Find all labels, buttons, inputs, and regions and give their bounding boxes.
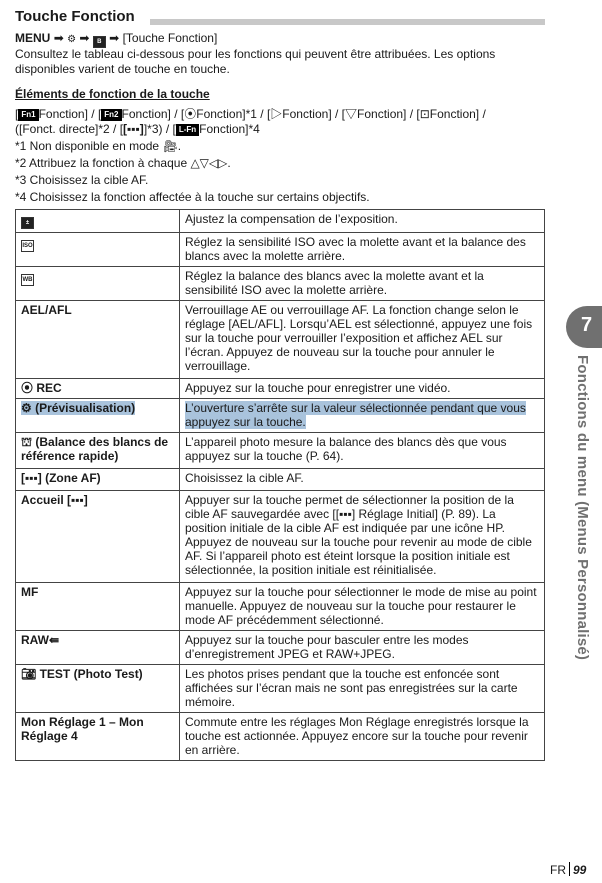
table-row <box>16 233 545 267</box>
tab-b-icon: B <box>93 36 106 48</box>
table-key-cell: 📷︎ TEST (Photo Test) <box>16 665 180 713</box>
rec-icon: ⦿ <box>21 381 34 395</box>
table-row <box>16 713 545 761</box>
down-arrow-icon: ▽ <box>345 107 358 121</box>
section-heading: Éléments de fonction de la touche <box>15 87 210 101</box>
menu-target: [Touche Fonction] <box>122 31 218 45</box>
fn1-icon: Fn1 <box>18 109 38 121</box>
menu-label: MENU <box>15 31 51 45</box>
table-desc-cell: L’appareil photo mesure la balance des blancs dès que vous appuyez sur la touche (P. 64). <box>180 433 545 469</box>
table-key-cell: ⛫ (Balance des blancs de référence rapide) <box>16 433 180 469</box>
right-label: Fonction] / [ <box>282 107 345 121</box>
table-key-cell: AEL/AFL <box>16 301 180 379</box>
rec-label: Fonction]*1 / [ <box>196 107 271 121</box>
rec-icon: ⦿ <box>184 107 197 121</box>
table-row <box>16 433 545 469</box>
table-desc-cell: Réglez la balance des blancs avec la molette avant et la sensibilité ISO avec la molette arrière. <box>180 267 545 301</box>
note-2: *2 Attribuez la fonction à chaque △▽◁▷. <box>15 156 231 170</box>
table-key-cell: Accueil [▪▪▪] <box>16 491 180 583</box>
table-key-cell: RAW⇚ <box>16 631 180 665</box>
af-target-icon: [▪▪▪] <box>123 122 144 136</box>
table-desc-cell: Les photos prises pendant que la touche est enfoncée sont affichées sur l’écran mais ne sont pas enregistrées sur la carte mémoire. <box>180 665 545 713</box>
table-row <box>16 583 545 631</box>
right-arrow-icon: ▷ <box>270 107 283 121</box>
table-key-cell: [▪▪▪] (Zone AF) <box>16 469 180 491</box>
table-row <box>16 399 545 433</box>
exposure-comp-icon: ± <box>21 217 34 229</box>
table-desc-cell: Commute entre les réglages Mon Réglage enregistrés lorsque la touche est actionnée. Appuyez encore sur la touche pour revenir en arrière. <box>180 713 545 761</box>
af-target-icon: [▪▪▪] <box>21 471 42 485</box>
fn2-label: Fonction] / [ <box>121 107 185 121</box>
table-desc-cell: Ajustez la compensation de l’exposition. <box>180 210 545 233</box>
chapter-number: 7 <box>581 314 593 336</box>
table-key-cell <box>16 267 180 301</box>
table-desc-cell: Verrouillage AE ou verrouillage AF. La fonction change selon le réglage [AEL/AFL]. Lorsqu’AEL est sélectionné, appuyez une fois sur la touche pour verrouiller l’exposition et affichez AEL sur l’écran. Appuyez de nouveau sur la touche pour annuler le verrouillage. <box>180 301 545 379</box>
table-key-cell: ⦿ REC <box>16 379 180 399</box>
table-desc-cell: L’ouverture s’arrête sur la valeur sélectionnée pendant que vous appuyez sur la touche. <box>180 399 545 433</box>
note-1: *1 Non disponible en mode 🎥︎. <box>15 139 182 153</box>
chapter-label: Fonctions du menu (Menus Personnalisé) <box>574 355 591 661</box>
table-key-cell <box>16 233 180 267</box>
lfn-icon: L-Fn <box>176 124 199 136</box>
custom-menu-icon: ⚙ <box>67 34 77 45</box>
function-table <box>15 209 545 761</box>
arrow-icon: ➡ <box>109 31 120 45</box>
page-footer <box>550 862 586 877</box>
table-row <box>16 491 545 583</box>
footer-separator <box>569 862 570 876</box>
table-row <box>16 379 545 399</box>
arrow-icon: ➡ <box>79 31 90 45</box>
af-target-icon: [▪▪▪] <box>67 493 88 507</box>
movie-icon: 🎥︎ <box>162 139 178 153</box>
arrow-icon: ➡ <box>53 31 64 45</box>
table-key-cell: MF <box>16 583 180 631</box>
title-rule <box>150 19 545 25</box>
intro-text: Consultez le tableau ci-dessous pour les fonctions qui peuvent être attribuées. Les options disponibles varient de touche en touche. <box>15 47 496 76</box>
preview-icon: ⚙ <box>21 401 32 415</box>
table-desc-cell: Appuyez sur la touche pour enregistrer une vidéo. <box>180 379 545 399</box>
table-desc-cell: Réglez la sensibilité ISO avec la molette avant et la balance des blancs avec la molette arrière. <box>180 233 545 267</box>
page-number: 99 <box>573 863 587 877</box>
table-row <box>16 210 545 233</box>
table-row <box>16 665 545 713</box>
note-4: *4 Choisissez la fonction affectée à la touche sur certains objectifs. <box>15 190 370 204</box>
table-row <box>16 469 545 491</box>
iso-wb-icon: ISO <box>21 240 34 252</box>
table-key-cell: Mon Réglage 1 – Mon Réglage 4 <box>16 713 180 761</box>
magnify-icon: ⊡ <box>419 107 430 121</box>
fn1-label: Fonction] / [ <box>38 107 102 121</box>
magnify-label: Fonction] / <box>429 107 486 121</box>
menu-path <box>15 31 217 48</box>
af-label: ]*3) / [ <box>143 122 176 136</box>
table-row <box>16 267 545 301</box>
raw-icon: ⇚ <box>49 633 60 647</box>
table-key-cell <box>16 210 180 233</box>
function-list: [ Fn1 Fonction] / [ Fn2 Fonction] / [⦿Fonction]*1 / [▷Fonction] / [▽Fonction] / [⊡Fonction] / ([Fonct. directe]*2 / [[▪▪▪]]*3) / [ L-Fn Fonction]*4 <box>15 107 486 136</box>
lfn-label: Fonction]*4 <box>199 122 260 136</box>
note-3: *3 Choisissez la cible AF. <box>15 173 149 187</box>
one-touch-wb-icon: ⛫ <box>21 435 33 449</box>
fn2-icon: Fn2 <box>101 109 121 121</box>
table-desc-cell: Appuyez sur la touche pour basculer entre les modes d’enregistrement JPEG et RAW+JPEG. <box>180 631 545 665</box>
table-desc-cell: Appuyez sur la touche pour sélectionner le mode de mise au point manuelle. Appuyez de nouveau sur la touche pour restaurer le mode AF précédemment sélectionné. <box>180 583 545 631</box>
table-key-cell: ⚙ (Prévisualisation) <box>16 399 180 433</box>
table-row <box>16 301 545 379</box>
direct-label: ([Fonct. directe]*2 / [ <box>15 122 124 136</box>
footer-lang: FR <box>550 863 566 877</box>
camera-icon: 📷︎ <box>21 667 37 681</box>
table-row <box>16 631 545 665</box>
page-title: Touche Fonction <box>15 8 135 25</box>
table-desc-cell: Appuyer sur la touche permet de sélectionner la position de la cible AF sauvegardée avec [[▪▪▪] Réglage Initial] (P. 89). La position initiale de la cible AF est indiquée par une icône HP. Appuyez de nouveau sur la touche pour revenir au mode de cible AF. Si l’appareil photo est éteint lorsque la position initiale est sélectionnée, la position initiale est réinitialisée. <box>180 491 545 583</box>
down-label: Fonction] / [ <box>357 107 420 121</box>
table-desc-cell: Choisissez la cible AF. <box>180 469 545 491</box>
wb-iso-icon: WB <box>21 274 34 286</box>
notes <box>15 138 370 206</box>
